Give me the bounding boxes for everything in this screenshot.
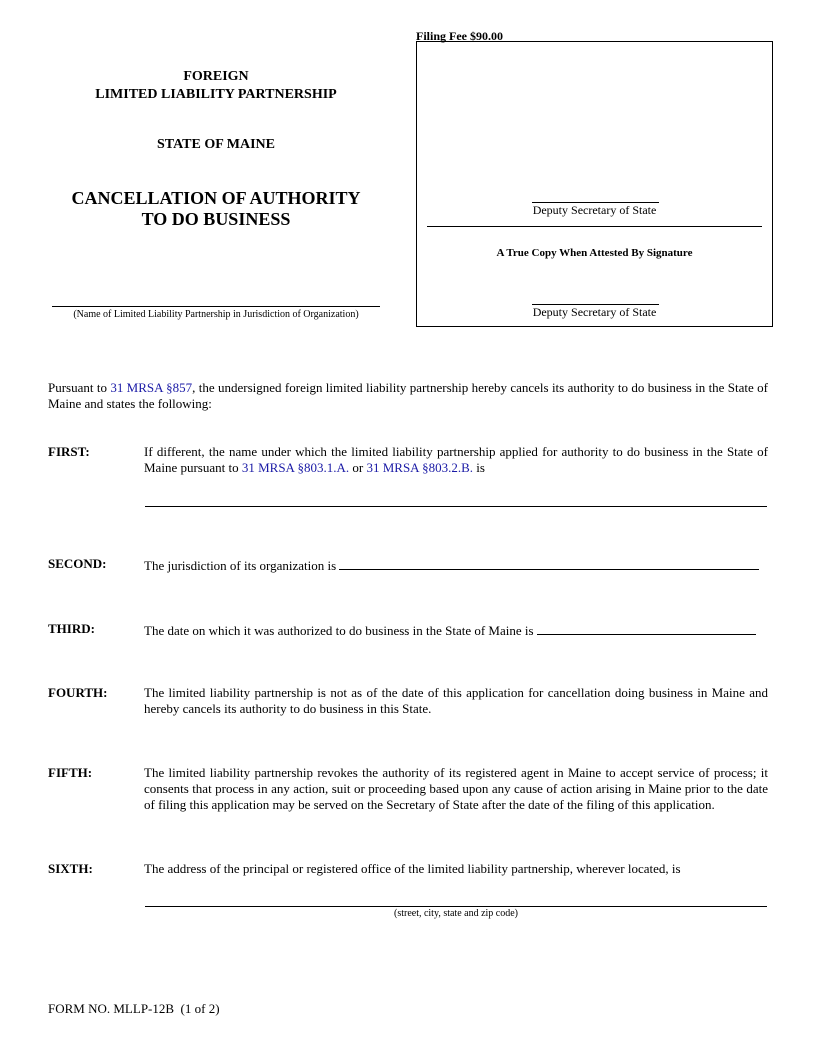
first-text-post: is — [473, 460, 485, 475]
second-text-label: The jurisdiction of its organization is — [144, 558, 340, 573]
form-type-heading — [48, 68, 384, 104]
form-number: FORM NO. MLLP-12B (1 of 2) — [48, 1001, 220, 1016]
llp-name-field[interactable] — [52, 306, 380, 307]
fourth-text: The limited liability partnership is not as of the date of this application for cancellation doing business in Maine and hereby cancels its authority to do business in this State. — [144, 685, 768, 716]
address-caption: (street, city, state and zip code) — [393, 908, 519, 919]
first-text — [144, 444, 768, 476]
deputy-label-2: Deputy Secretary of State — [532, 305, 657, 319]
filing-fee: Filing Fee $90.00 — [416, 29, 503, 43]
llp-line: LIMITED LIABILITY PARTNERSHIP — [95, 87, 337, 102]
filing-office-box — [416, 41, 773, 327]
foreign-line: FOREIGN — [183, 69, 249, 84]
deputy-label-1: Deputy Secretary of State — [532, 203, 657, 217]
statute-link-857[interactable]: 31 MRSA §857 — [110, 380, 193, 395]
address-field[interactable] — [145, 906, 767, 907]
state-heading: STATE OF MAINE — [157, 137, 275, 152]
third-label: THIRD: — [48, 621, 95, 636]
prior-name-field[interactable] — [145, 506, 767, 507]
first-label: FIRST: — [48, 444, 90, 459]
title-line-2: TO DO BUSINESS — [141, 209, 291, 229]
llp-name-caption: (Name of Limited Liability Partnership in Jurisdiction of Organization) — [73, 309, 359, 320]
third-text — [144, 621, 768, 639]
authorization-date-field[interactable] — [537, 621, 756, 635]
fifth-text: The limited liability partnership revokes the authority of its registered agent in Maine to accept service of process; it consents that process in any action, suit or proceeding based upon any cause of action arising in Maine prior to the date of filing this application may be served on the Secretary of State after the date of the filing of this application. — [144, 765, 768, 812]
second-label: SECOND: — [48, 556, 107, 571]
page-title — [48, 188, 384, 230]
fifth-label: FIFTH: — [48, 765, 93, 780]
intro-paragraph — [48, 380, 768, 412]
true-copy-label: A True Copy When Attested By Signature — [496, 247, 693, 259]
sixth-label: SIXTH: — [48, 861, 93, 876]
box-divider — [427, 226, 762, 227]
third-text-label: The date on which it was authorized to do business in the State of Maine is — [144, 623, 537, 638]
sixth-text: The address of the principal or registered office of the limited liability partnership, wherever located, is — [144, 861, 681, 876]
first-text-mid: or — [349, 460, 367, 475]
statute-link-803-1-a[interactable]: 31 MRSA §803.1.A. — [241, 460, 350, 475]
fourth-label: FOURTH: — [48, 685, 108, 700]
title-line-1: CANCELLATION OF AUTHORITY — [71, 188, 361, 208]
statute-link-803-2-b[interactable]: 31 MRSA §803.2.B. — [366, 460, 474, 475]
first-text-pre: If different, the name under which the limited liability partnership applied for authority to do business in the State of Maine pursuant to — [144, 444, 768, 475]
intro-pre: Pursuant to — [48, 380, 111, 395]
intro-post: , the undersigned foreign limited liability partnership hereby cancels its authority to do business in the State of Maine and states the following: — [48, 380, 768, 411]
second-text — [144, 556, 768, 574]
jurisdiction-field[interactable] — [339, 556, 759, 570]
